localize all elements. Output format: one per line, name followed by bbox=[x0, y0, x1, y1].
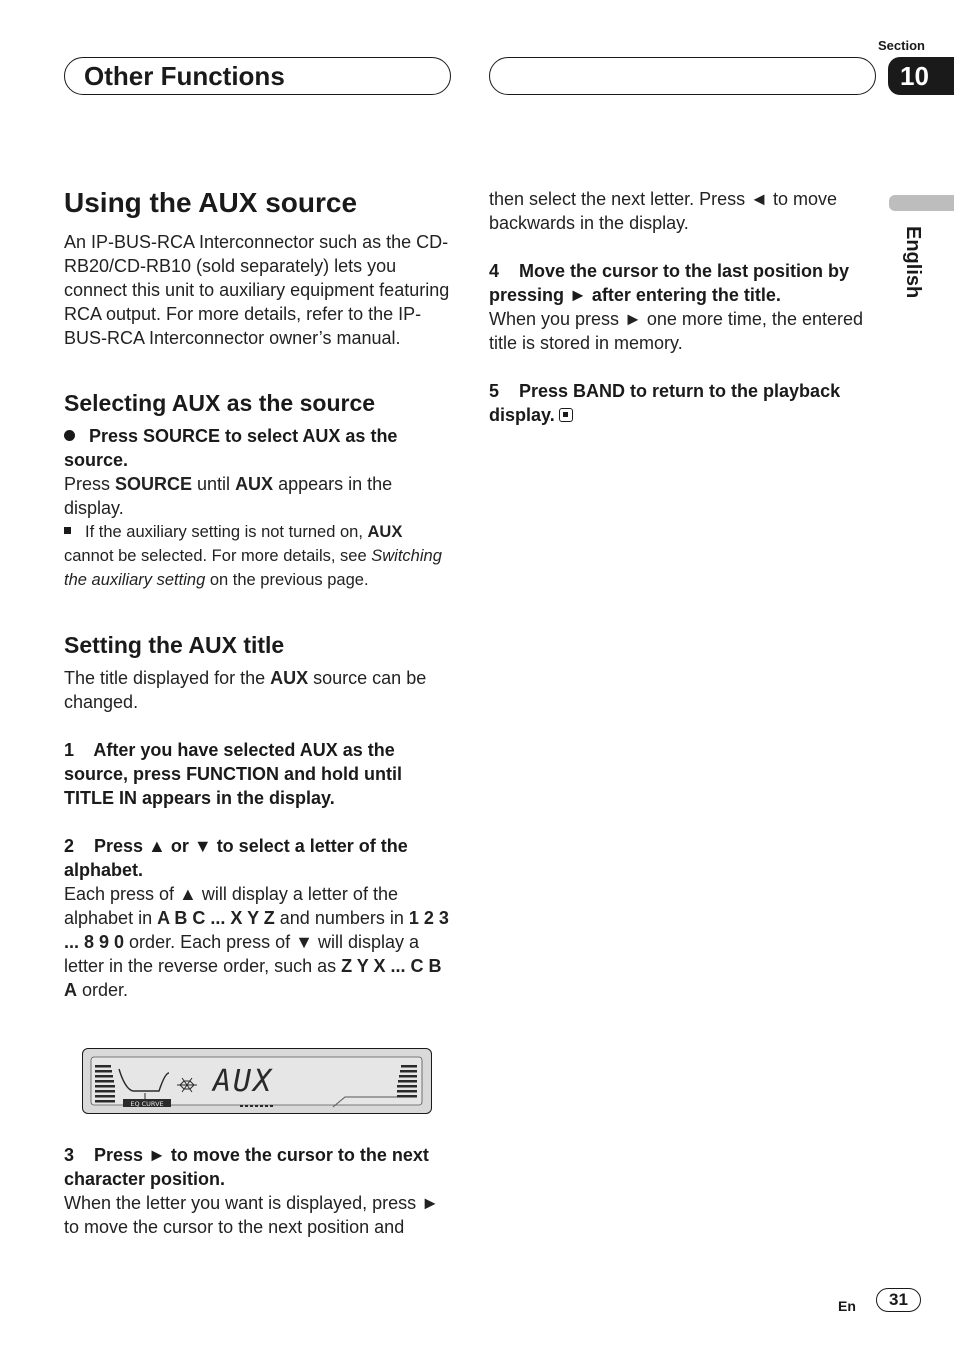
setting-title-body: The title displayed for the AUX source can be changed. bbox=[64, 668, 427, 712]
selecting-aux-heading: Selecting AUX as the source bbox=[64, 390, 376, 416]
step-1: 1 After you have selected AUX as the source, press FUNCTION and hold until TITLE IN appears in the display. bbox=[64, 740, 408, 808]
lcd-aux-text: AUX bbox=[213, 1064, 274, 1099]
step-2-body: Each press of ▲ will display a letter of the alphabet in A B C ... X Y Z and numbers in 1 2 3 ... 8 9 0 order. Each press of ▼ will display a letter in the reverse order, such as Z Y X ... C B A order. bbox=[64, 884, 449, 1000]
note-square-icon bbox=[64, 527, 71, 534]
language-tab-bar bbox=[889, 195, 954, 211]
step-5: 5 Press BAND to return to the playback display. bbox=[489, 381, 846, 425]
header-frame-right bbox=[489, 57, 876, 95]
step-3-body: When the letter you want is displayed, press ► to move the cursor to the next position and bbox=[64, 1193, 439, 1237]
lcd-display-graphic bbox=[83, 1049, 430, 1112]
end-of-section-icon bbox=[559, 408, 573, 422]
lcd-display-illustration bbox=[82, 1048, 432, 1114]
intro-paragraph: An IP-BUS-RCA Interconnector such as the CD-RB20/CD-RB10 (sold separately) lets you connect this unit to auxiliary equipment featuring RCA output. For more details, refer to the IP-BUS-RCA Interconnector owner’s manual. bbox=[64, 232, 450, 348]
selecting-aux-note: If the auxiliary setting is not turned on, AUX cannot be selected. For more details, see Switching the auxiliary setting on the previous page. bbox=[64, 523, 442, 589]
step-3: 3 Press ► to move the cursor to the next character position. bbox=[64, 1145, 434, 1189]
step-4: 4 Move the cursor to the last position by pressing ► after entering the title. bbox=[489, 261, 855, 305]
step-4-body: When you press ► one more time, the entered title is stored in memory. bbox=[489, 309, 864, 353]
page-heading: Using the AUX source bbox=[64, 187, 358, 218]
right-column bbox=[489, 187, 877, 427]
footer-language: En bbox=[838, 1298, 856, 1314]
left-column-lower bbox=[64, 1143, 452, 1239]
page-number: 31 bbox=[876, 1288, 921, 1312]
bullet-icon bbox=[64, 430, 75, 441]
chapter-title: Other Functions bbox=[84, 61, 285, 91]
step-2: 2 Press ▲ or ▼ to select a letter of the alphabet. bbox=[64, 836, 413, 880]
selecting-aux-bullet: Press SOURCE to select AUX as the source. bbox=[64, 426, 398, 470]
section-number: 10 bbox=[888, 57, 954, 95]
step-3-continued: then select the next letter. Press ◄ to move backwards in the display. bbox=[489, 189, 837, 233]
selecting-aux-body: Press SOURCE until AUX appears in the display. bbox=[64, 474, 393, 518]
lcd-eq-label: EQ CURVE bbox=[130, 1100, 164, 1108]
setting-title-heading: Setting the AUX title bbox=[64, 632, 285, 658]
left-column bbox=[64, 186, 452, 1002]
language-tab-label: English bbox=[902, 226, 924, 299]
section-label: Section bbox=[878, 38, 925, 53]
